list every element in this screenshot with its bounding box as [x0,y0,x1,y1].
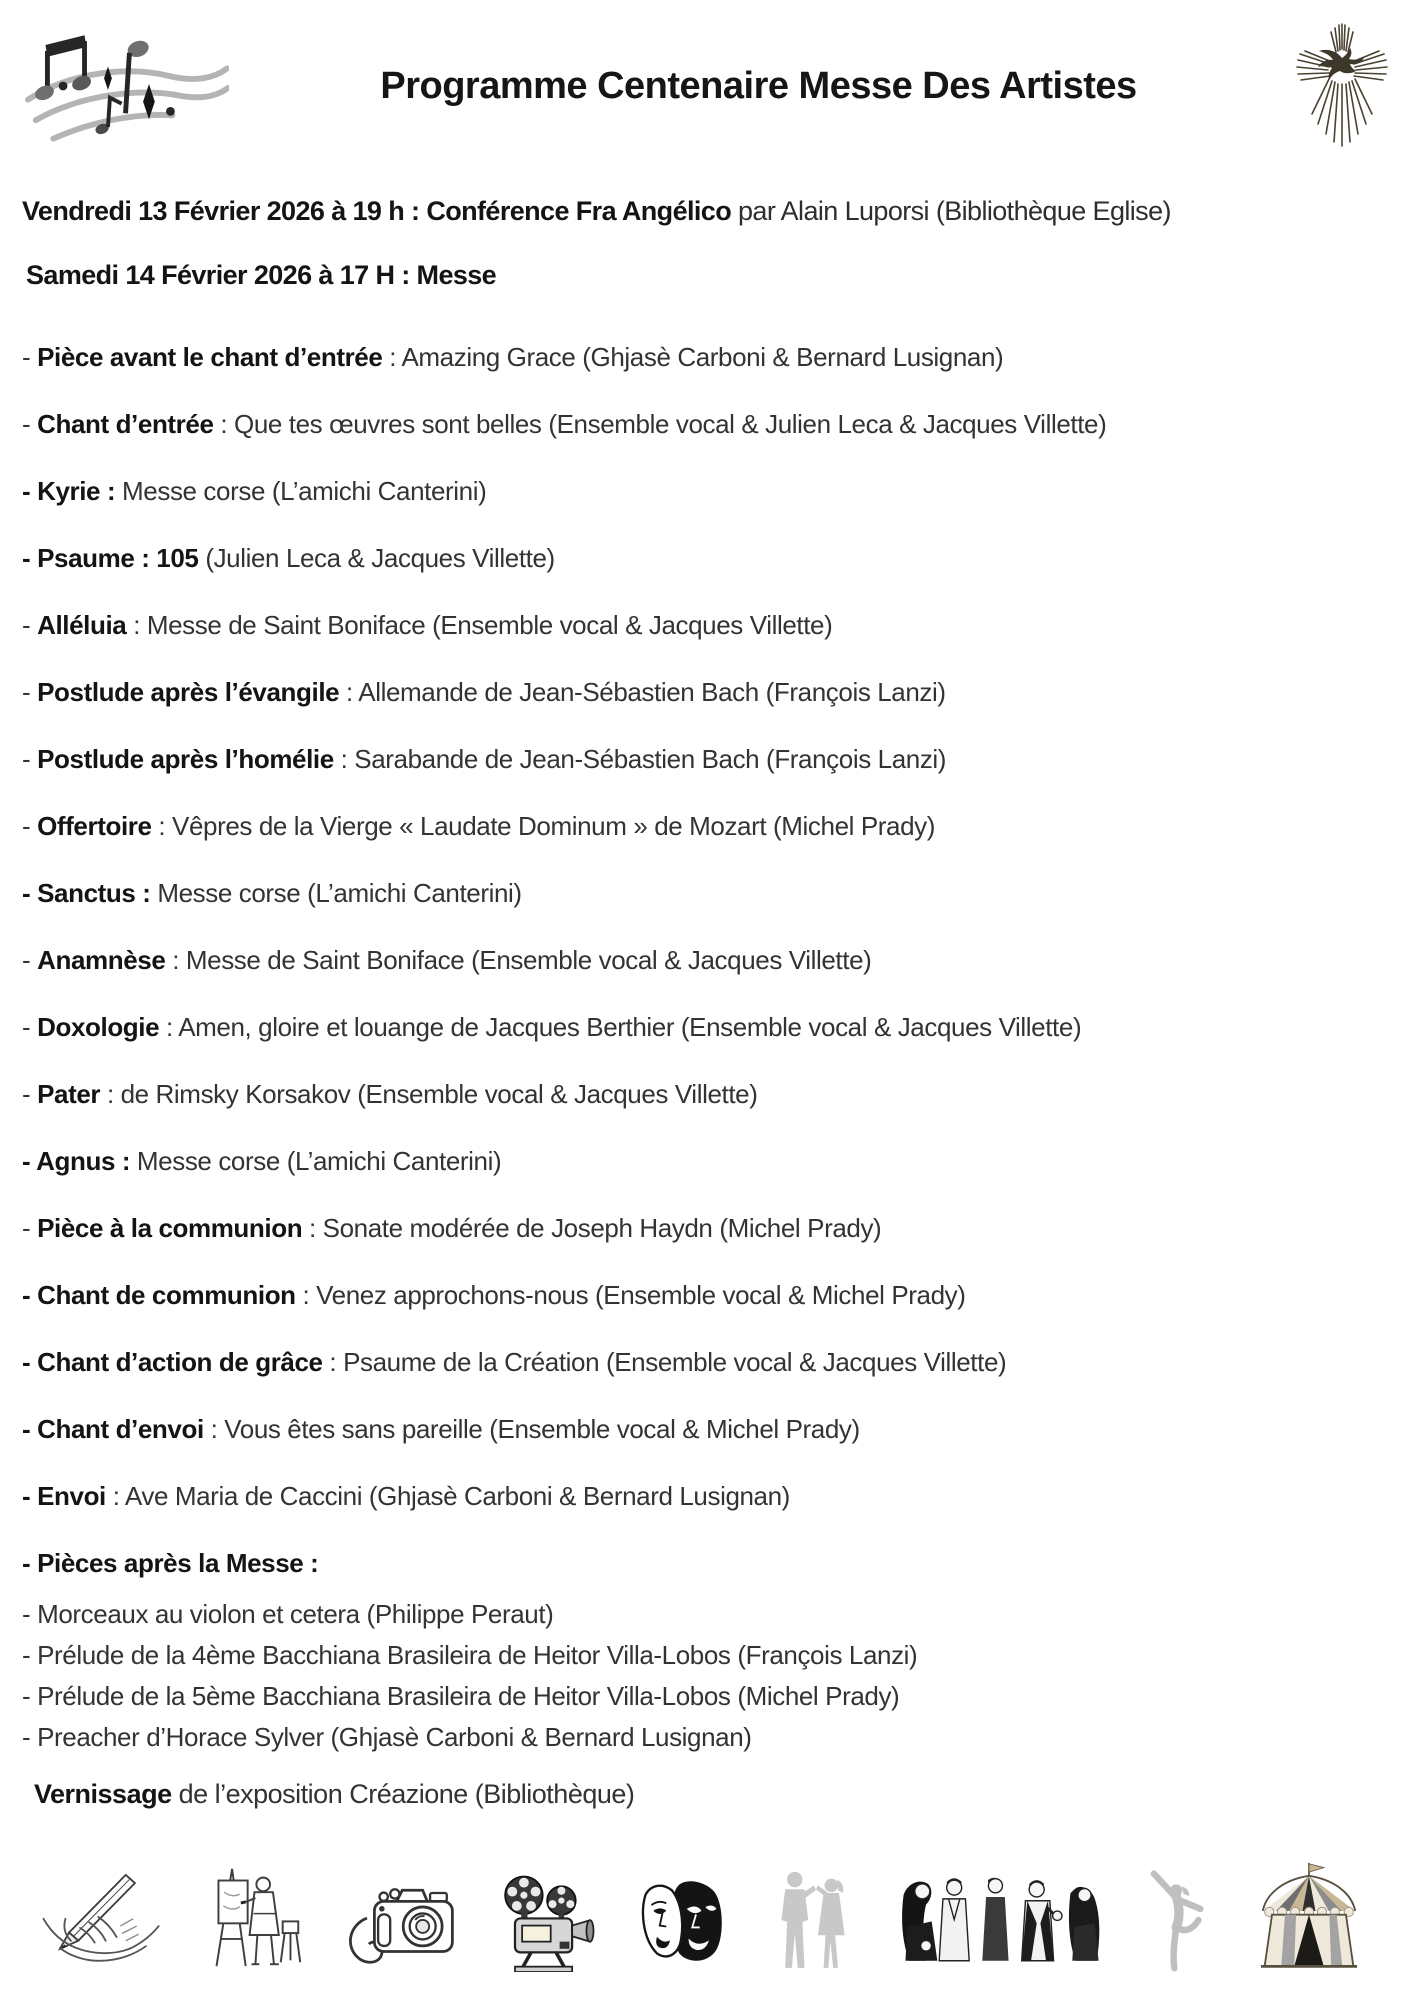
item-detail: : Amen, gloire et louange de Jacques Berthier (Ensemble vocal & Jacques Villette) [159,1012,1082,1042]
item-label: - Chant de communion [22,1280,296,1310]
item-dash: - [22,409,38,439]
mass-date-bold: Samedi 14 Février 2026 à 17 H : Messe [26,260,497,290]
painter-easel-icon [197,1863,309,1972]
dove-cross-icon [1296,23,1388,149]
dancer-icon [1141,1868,1217,1972]
after-mass-item [22,1683,1388,1709]
program-item [22,1349,1388,1375]
camera-icon [341,1879,457,1972]
item-detail: : Sarabande de Jean-Sébastien Bach (François Lanzi) [333,744,947,774]
item-detail: : Amazing Grace (Ghjasè Carboni & Bernard Lusignan) [382,342,1004,372]
item-dash: - [22,1213,38,1243]
item-label: Pater [37,1079,101,1109]
page-title: Programme Centenaire Messe Des Artistes [380,64,1137,107]
vernissage-detail: de l’exposition Créazione (Bibliothèque) [171,1779,635,1809]
program-item [22,1081,1388,1107]
item-label: - Sanctus : [22,878,151,908]
item-detail: Messe corse (L’amichi Canterini) [150,878,522,908]
after-mass-heading-label: - Pièces après la Messe : [22,1548,319,1578]
film-projector-icon [488,1872,600,1972]
program-item [22,1148,1388,1174]
item-detail: : Que tes œuvres sont belles (Ensemble vocal & Julien Leca & Jacques Villette) [213,409,1107,439]
item-detail: Messe corse (L’amichi Canterini) [115,476,487,506]
circus-tent-icon [1248,1861,1370,1972]
after-mass-item-text: - Prélude de la 5ème Bacchiana Brasileira de Heitor Villa-Lobos (Michel Prady) [22,1681,900,1711]
program-item [22,1215,1388,1241]
item-dash: - [22,677,38,707]
after-mass-item-text: - Preacher d’Horace Sylver (Ghjasè Carboni & Bernard Lusignan) [22,1722,752,1752]
after-mass-item [22,1601,1388,1627]
theater-masks-icon [631,1868,735,1972]
item-detail: : Venez approchons-nous (Ensemble vocal & Michel Prady) [295,1280,966,1310]
item-detail: : Messe de Saint Boniface (Ensemble vocal & Jacques Villette) [126,610,833,640]
conference-date-line [22,196,1388,226]
item-label: - Envoi [22,1481,106,1511]
item-dash: - [22,811,38,841]
program-item [22,947,1388,973]
item-label: - Chant d’action de grâce [22,1347,323,1377]
item-label: Offertoire [37,811,152,841]
program-item [22,545,1388,571]
item-dash: - [22,1079,38,1109]
item-detail: (Julien Leca & Jacques Villette) [198,543,555,573]
item-detail: : Ave Maria de Caccini (Ghjasè Carboni & Bernard Lusignan) [105,1481,790,1511]
item-label: Postlude après l’homélie [37,744,334,774]
item-detail: : Messe de Saint Boniface (Ensemble vocal & Jacques Villette) [165,945,872,975]
program-item [22,1483,1388,1509]
program-item [22,746,1388,772]
item-dash: - [22,610,38,640]
item-label: Chant d’entrée [37,409,214,439]
program-item [22,411,1388,437]
program-item [22,344,1388,370]
item-detail: : Psaume de la Création (Ensemble vocal & Jacques Villette) [322,1347,1007,1377]
vernissage-label: Vernissage [34,1779,172,1809]
program-item [22,612,1388,638]
program-item [22,1416,1388,1442]
mass-date-line [22,260,1388,290]
program-item [22,1014,1388,1040]
item-dash: - [22,945,38,975]
program-item [22,813,1388,839]
conference-date-detail: par Alain Luporsi (Bibliothèque Eglise) [731,196,1171,226]
after-mass-item [22,1724,1388,1750]
item-label: Pièce à la communion [37,1213,303,1243]
program-item [22,1282,1388,1308]
conference-date-bold: Vendredi 13 Février 2026 à 19 h : Conférence Fra Angélico [22,196,732,226]
program-content [0,196,1414,1808]
program-list [22,344,1388,1509]
item-label: Postlude après l’évangile [37,677,340,707]
item-label: - Agnus : [22,1146,131,1176]
writing-hand-icon [38,1871,166,1972]
item-detail: : Sonate modérée de Joseph Haydn (Michel Prady) [302,1213,882,1243]
choir-icon [894,1867,1110,1972]
item-label: Alléluia [37,610,127,640]
vernissage-line [22,1780,1388,1808]
item-detail: : Vous êtes sans pareille (Ensemble vocal & Michel Prady) [203,1414,860,1444]
program-item [22,880,1388,906]
item-label: Pièce avant le chant d’entrée [37,342,383,372]
music-notes-icon [24,27,229,145]
item-label: Doxologie [37,1012,160,1042]
program-item [22,478,1388,504]
item-detail: : Allemande de Jean-Sébastien Bach (François Lanzi) [339,677,946,707]
arts-icons-row [0,1850,1414,1972]
after-mass-item [22,1642,1388,1668]
program-item [22,679,1388,705]
item-label: - Chant d’envoi [22,1414,204,1444]
after-mass-list [22,1601,1388,1750]
item-label: - Kyrie : [22,476,116,506]
after-mass-item-text: - Prélude de la 4ème Bacchiana Brasileira de Heitor Villa-Lobos (François Lanzi) [22,1640,918,1670]
after-mass-item-text: - Morceaux au violon et cetera (Philippe Peraut) [22,1599,554,1629]
item-detail: : Vêpres de la Vierge « Laudate Dominum » de Mozart (Michel Prady) [151,811,936,841]
item-detail: Messe corse (L’amichi Canterini) [130,1146,502,1176]
item-dash: - [22,744,38,774]
flyer-header [0,0,1414,152]
item-detail: : de Rimsky Korsakov (Ensemble vocal & Jacques Villette) [100,1079,758,1109]
after-mass-heading [22,1550,1388,1576]
item-label: - Psaume : 105 [22,543,199,573]
item-label: Anamnèse [37,945,166,975]
singing-duo-icon [766,1864,862,1972]
item-dash: - [22,1012,38,1042]
item-dash: - [22,342,38,372]
